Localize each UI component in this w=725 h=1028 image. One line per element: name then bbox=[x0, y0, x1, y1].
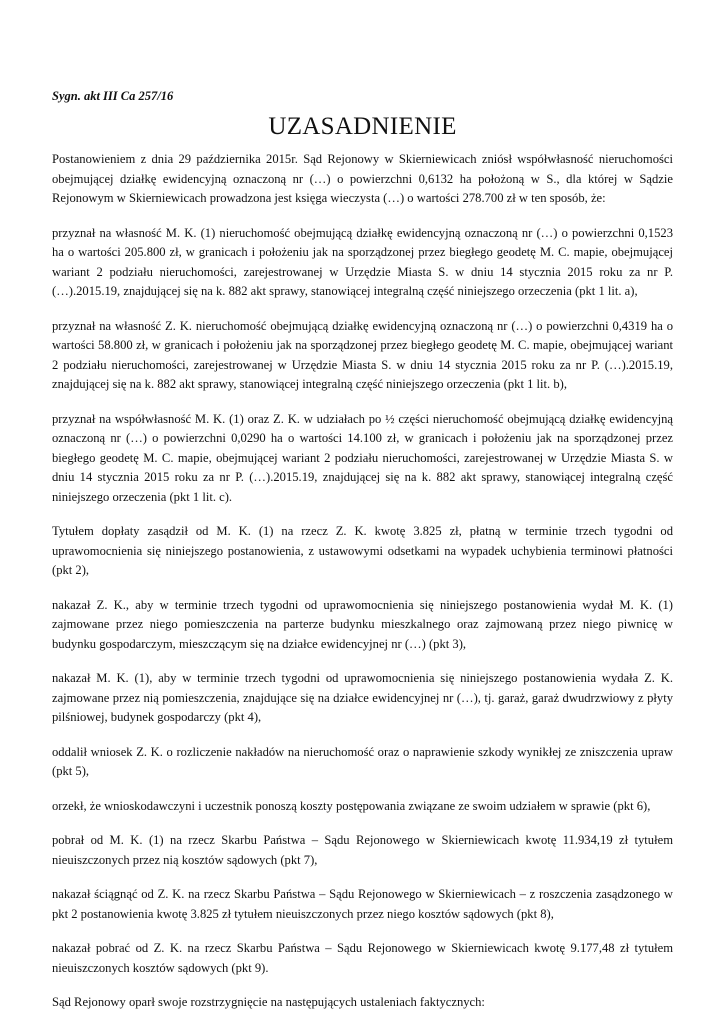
paragraph-findings-intro: Sąd Rejonowy oparł swoje rozstrzygnięcie na następujących ustaleniach faktycznych: bbox=[52, 995, 485, 1009]
paragraph-pkt3: nakazał Z. K., aby w terminie trzech tygodni od uprawomocnienia się niniejszego postanowienia wydał M. K. (1) zajmowane przez niego pomieszczenia na parterze budynku mieszkalnego oraz zajmowaną przez niego piwnicę w budynku gospodarczym, mieszczącym się na działce ewidencyjnej nr (…) (pkt 3), bbox=[52, 597, 673, 651]
paragraph-pkt1c: przyznał na współwłasność M. K. (1) oraz Z. K. w udziałach po ½ części nieruchomość obejmującą działkę ewidencyjną oznaczoną nr (…) o powierzchni 0,0290 ha o wartości 14.100 zł, w granicach i położeniu jak na sporządzonej przez biegłego geodetę M. C. mapie, obejmującej wariant 2 podziału nieruchomości, zarejestrowanej w Urzędzie Miasta S. w dniu 14 stycznia 2015 roku za nr P. (…).2015.19, znajdującej się na k. 882 akt sprawy, stanowiącej integralną część niniejszego orzeczenia (pkt 1 lit. c). bbox=[52, 411, 673, 504]
paragraph-pkt5: oddalił wniosek Z. K. o rozliczenie nakładów na nieruchomość oraz o naprawienie szkody wynikłej ze zniszczenia upraw (pkt 5), bbox=[52, 744, 673, 778]
document-page bbox=[52, 88, 673, 1028]
paragraph-pkt1b: przyznał na własność Z. K. nieruchomość obejmującą działkę ewidencyjną oznaczoną nr (…) o powierzchni 0,4319 ha o wartości 58.800 zł, w granicach i położeniu jak na sporządzonej przez biegłego geodetę M. C. mapie, obejmującej wariant 2 podziału nieruchomości, zarejestrowanej w Urzędzie Miasta S. w dniu 14 stycznia 2015 roku za nr P. (…).2015.19, znajdującej się na k. 882 akt sprawy, stanowiącej integralną część niniejszego orzeczenia (pkt 1 lit. b), bbox=[52, 318, 673, 391]
paragraph-pkt9: nakazał pobrać od Z. K. na rzecz Skarbu Państwa – Sądu Rejonowego w Skierniewicach kwotę 9.177,48 zł tytułem nieuiszczonych kosztów sądowych (pkt 9). bbox=[52, 941, 673, 975]
paragraph-pkt2: Tytułem dopłaty zasądził od M. K. (1) na rzecz Z. K. kwotę 3.825 zł, płatną w terminie trzech tygodni od uprawomocnienia się niniejszego postanowienia, z ustawowymi odsetkami na wypadek uchybienia terminowi płatności (pkt 2), bbox=[52, 524, 673, 577]
paragraph-pkt1a: przyznał na własność M. K. (1) nieruchomość obejmującą działkę ewidencyjną oznaczoną nr (…) o powierzchni 0,1523 ha o wartości 205.800 zł, w granicach i położeniu jak na sporządzonej przez biegłego geodetę M. C. mapie, obejmującej wariant 2 podziału nieruchomości, zarejestrowanej w Urzędzie Miasta S. w dniu 14 stycznia 2015 roku za nr P. (…).2015.19, znajdującej się na k. 882 akt sprawy, stanowiącej integralną część niniejszego orzeczenia (pkt 1 lit. a), bbox=[52, 225, 673, 298]
paragraph-pkt6: orzekł, że wnioskodawczyni i uczestnik ponoszą koszty postępowania związane ze swoim udziałem w sprawie (pkt 6), bbox=[52, 798, 651, 813]
paragraph-pkt7: pobrał od M. K. (1) na rzecz Skarbu Państwa – Sądu Rejonowego w Skierniewicach kwotę 11.934,19 zł tytułem nieuiszczonych przez nią kosztów sądowych (pkt 7), bbox=[52, 833, 673, 867]
paragraph-pkt8: nakazał ściągnąć od Z. K. na rzecz Skarbu Państwa – Sądu Rejonowego w Skierniewicach – z roszczenia zasądzonego w pkt 2 postanowienia kwotę 3.825 zł tytułem nieuiszczonych przez niego kosztów sądowych (pkt 8), bbox=[52, 887, 673, 921]
paragraph-pkt4: nakazał M. K. (1), aby w terminie trzech tygodni od uprawomocnienia się niniejszego postanowienia wydała Z. K. zajmowane przez nią pomieszczenia, znajdujące się na działce ewidencyjnej nr (…), tj. garaż, garaż dwudrzwiowy z płyty pilśniowej, budynek gospodarczy (pkt 4), bbox=[52, 671, 673, 724]
case-signature: Sygn. akt III Ca 257/16 bbox=[52, 89, 174, 103]
paragraph-intro: Postanowieniem z dnia 29 października 2015r. Sąd Rejonowy w Skierniewicach zniósł współwłasność nieruchomości obejmującej działkę ewidencyjną oznaczoną nr (…) o powierzchni 0,6132 ha położoną w S., dla której w Sądzie Rejonowym w Skierniewicach prowadzona jest księga wieczysta (…) o wartości 278.700 zł w ten sposób, że: bbox=[52, 152, 673, 205]
document-title: UZASADNIENIE bbox=[268, 113, 457, 140]
